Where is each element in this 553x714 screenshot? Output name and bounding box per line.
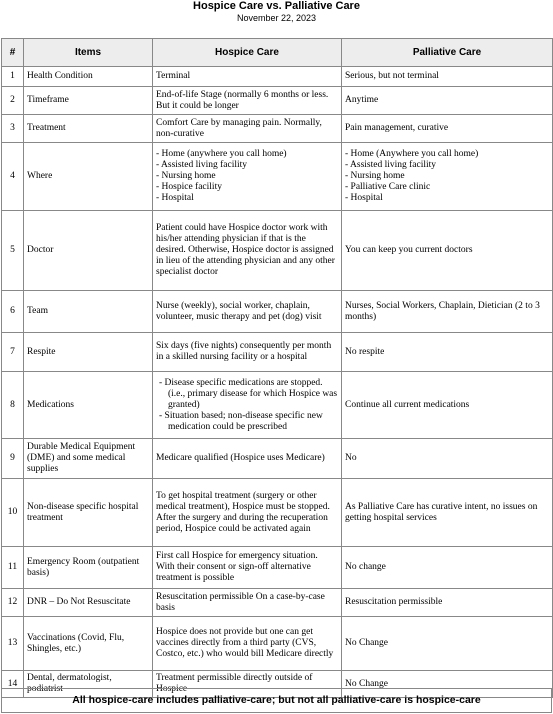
row-palliative: Continue all current medications	[342, 372, 553, 439]
row-item: DNR – Do Not Resuscitate	[24, 589, 153, 617]
header-items: Items	[24, 39, 153, 67]
row-item: Emergency Room (outpatient basis)	[24, 547, 153, 589]
comparison-table	[1, 38, 553, 698]
row-item: Non-disease specific hospital treatment	[24, 479, 153, 547]
row-item: Durable Medical Equipment (DME) and some medical supplies	[24, 439, 153, 479]
table-row	[2, 333, 553, 372]
row-item: Doctor	[24, 211, 153, 291]
list-item: - Home (anywhere you call home)	[156, 149, 338, 160]
row-number: 8	[2, 372, 24, 439]
row-hospice: Treatment permissible directly outside of Hospice	[153, 671, 342, 698]
row-hospice: Resuscitation permissible On a case-by-case basis	[153, 589, 342, 617]
row-number: 14	[2, 671, 24, 698]
list-item: - Nursing home	[345, 171, 549, 182]
list-item: - Nursing home	[156, 171, 338, 182]
row-hospice: First call Hospice for emergency situation. With their consent or sign-off alternative treatment is possible	[153, 547, 342, 589]
row-number: 3	[2, 115, 24, 143]
header-palliative: Palliative Care	[342, 39, 553, 67]
list-item: - Hospice facility	[156, 182, 338, 193]
row-item: Health Condition	[24, 67, 153, 87]
row-palliative: As Palliative Care has curative intent, no issues on getting hospital services	[342, 479, 553, 547]
row-number: 11	[2, 547, 24, 589]
row-item: Timeframe	[24, 87, 153, 115]
row-palliative: Pain management, curative	[342, 115, 553, 143]
list-item: - Hospital	[345, 193, 549, 204]
row-palliative	[342, 143, 553, 211]
row-palliative: Anytime	[342, 87, 553, 115]
row-item: Where	[24, 143, 153, 211]
table-row	[2, 143, 553, 211]
row-hospice: To get hospital treatment (surgery or other medical treatment), Hospice must be stopped. After the surgery and during the recuperation period, Hospice could be activated again	[153, 479, 342, 547]
document-header	[0, 0, 553, 24]
header-number: #	[2, 39, 24, 67]
row-item: Team	[24, 291, 153, 333]
row-hospice: Six days (five nights) consequently per month in a skilled nursing facility or a hospital	[153, 333, 342, 372]
table-row	[2, 479, 553, 547]
table-row	[2, 87, 553, 115]
row-number: 7	[2, 333, 24, 372]
list-item: - Assisted living facility	[156, 160, 338, 171]
row-hospice: Hospice does not provide but one can get vaccines directly from a third party (CVS, Costco, etc.) who would bill Medicare directly	[153, 617, 342, 671]
row-number: 10	[2, 479, 24, 547]
row-palliative: Serious, but not terminal	[342, 67, 553, 87]
row-palliative: No Change	[342, 617, 553, 671]
row-hospice	[153, 143, 342, 211]
row-item: Respite	[24, 333, 153, 372]
document-date: November 22, 2023	[236, 13, 317, 23]
list-item: - Assisted living facility	[345, 160, 549, 171]
row-item: Treatment	[24, 115, 153, 143]
row-palliative: No Change	[342, 671, 553, 698]
row-hospice: Medicare qualified (Hospice uses Medicare)	[153, 439, 342, 479]
row-number: 4	[2, 143, 24, 211]
row-hospice: Comfort Care by managing pain. Normally, non-curative	[153, 115, 342, 143]
list-item: - Palliative Care clinic	[345, 182, 549, 193]
table-row	[2, 439, 553, 479]
row-palliative: No respite	[342, 333, 553, 372]
row-number: 12	[2, 589, 24, 617]
table-row	[2, 211, 553, 291]
row-item: Vaccinations (Covid, Flu, Shingles, etc.)	[24, 617, 153, 671]
row-item: Dental, dermatologist, podiatrist	[24, 671, 153, 698]
row-hospice: Patient could have Hospice doctor work with his/her attending physician if that is the desired. Otherwise, Hospice doctor is assigned in lieu of the attending physician and any other specialist doctor	[153, 211, 342, 291]
row-hospice: Nurse (weekly), social worker, chaplain, volunteer, music therapy and pet (dog) visit	[153, 291, 342, 333]
table-row	[2, 617, 553, 671]
row-palliative: No change	[342, 547, 553, 589]
row-number: 9	[2, 439, 24, 479]
table-row	[2, 589, 553, 617]
table-row	[2, 291, 553, 333]
row-number: 5	[2, 211, 24, 291]
row-number: 6	[2, 291, 24, 333]
table-row	[2, 115, 553, 143]
row-number: 1	[2, 67, 24, 87]
list-item: - Situation based; non-disease specific new medication could be prescribed	[156, 411, 338, 433]
list-item: - Hospital	[156, 193, 338, 204]
row-number: 13	[2, 617, 24, 671]
table-row	[2, 67, 553, 87]
table-row	[2, 372, 553, 439]
row-palliative: Nurses, Social Workers, Chaplain, Dietician (2 to 3 months)	[342, 291, 553, 333]
row-number: 2	[2, 87, 24, 115]
document-title: Hospice Care vs. Palliative Care	[193, 0, 360, 12]
list-item: - Disease specific medications are stopped. (i.e., primary disease for which Hospice was granted)	[156, 378, 338, 411]
row-hospice	[153, 372, 342, 439]
row-palliative: You can keep you current doctors	[342, 211, 553, 291]
table-row	[2, 547, 553, 589]
list-item: - Home (Anywhere you call home)	[345, 149, 549, 160]
row-hospice: End-of-life Stage (normally 6 months or less. But it could be longer	[153, 87, 342, 115]
table-header-row	[2, 39, 553, 67]
row-hospice: Terminal	[153, 67, 342, 87]
footer-note: All hospice-care includes palliative-care; but not all palliative-care is hospice-care	[1, 688, 552, 713]
header-hospice: Hospice Care	[153, 39, 342, 67]
row-palliative: No	[342, 439, 553, 479]
row-palliative: Resuscitation permissible	[342, 589, 553, 617]
row-item: Medications	[24, 372, 153, 439]
